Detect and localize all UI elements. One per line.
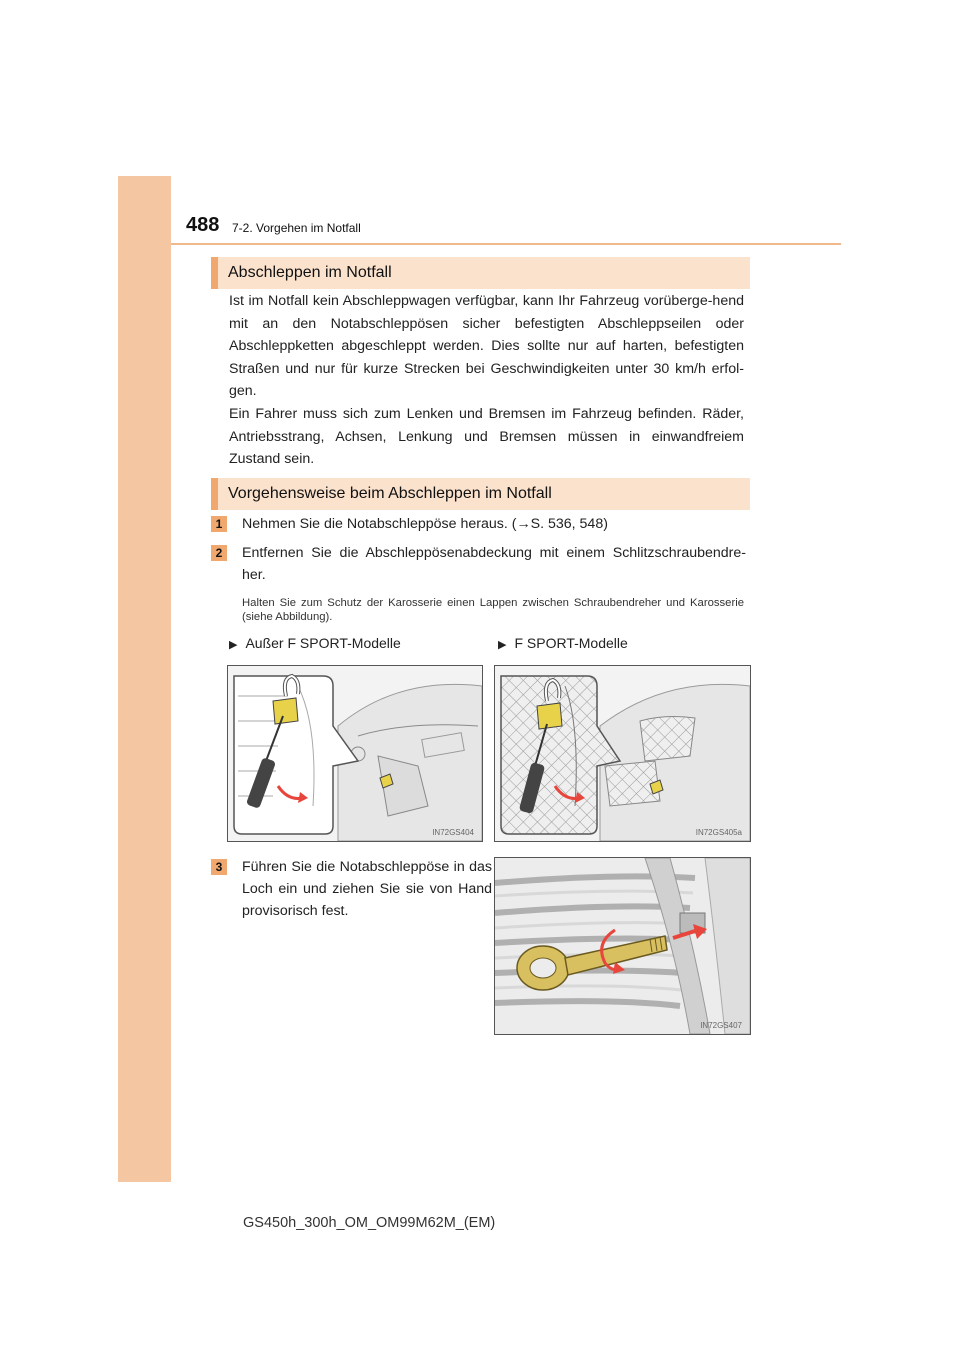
paragraph-driver: Ein Fahrer muss sich zum Lenken und Bremsen im Fahrzeug befinden. Räder, Antriebsstrang, Achsen, Lenkung und Bremsen müssen in einwandfreiem Zustand sein. [229,405,744,468]
figure-code: IN72GS404 [432,828,474,837]
figure-code: IN72GS405a [695,828,742,837]
figure-caption-left [229,635,401,651]
figure-caption-right [498,635,628,651]
caption-text: Außer F SPORT-Modelle [245,635,401,651]
footer-document-code: GS450h_300h_OM_OM99M62M_(EM) [243,1215,496,1231]
section-heading-procedure: Vorgehensweise beim Abschleppen im Notfall [211,478,750,510]
paragraph-intro: Ist im Notfall kein Abschleppwagen verfügbar, kann Ihr Fahrzeug vorüberge-hend mit an den Notabschleppösen sicher befestigten Abschleppseilen oder Abschleppketten abgeschleppt werden. Dies sollte nur auf harten, befestigten Straßen und nur für kurze Strecken bei Geschwindigkeiten unter 30 km/h erfol-gen. [229,293,744,400]
section-heading-emergency-towing: Abschleppen im Notfall [211,257,750,289]
page-number: 488 [186,214,220,236]
chapter-sidebar-tab [118,176,171,1182]
triangle-bullet-icon: ▶ [229,639,238,651]
triangle-bullet-icon: ▶ [498,639,507,651]
section-body [229,290,744,471]
figure-code: IN72GS407 [700,1021,742,1030]
step-number-1: 1 [211,516,227,532]
illustration-f-sport-bumper [494,665,751,842]
header-rule [171,243,841,245]
step-number-2: 2 [211,545,227,561]
step-text-1: Nehmen Sie die Notabschleppöse heraus. (→S. 536, 548) [242,516,608,532]
step-note-2: Halten Sie zum Schutz der Karosserie einen Lappen zwischen Schraubendreher und Karosserie (siehe Abbildung). [242,597,744,623]
chapter-title: 7-2. Vorgehen im Notfall [232,221,361,235]
caption-text: F SPORT-Modelle [514,635,628,651]
illustration-tow-eyelet-installation [494,857,751,1035]
illustration-standard-bumper [227,665,483,842]
step-text-3: Führen Sie die Notabschleppöse in das Loch ein und ziehen Sie sie von Hand provisorisch fest. [242,859,492,919]
step-number-3: 3 [211,859,227,875]
step-text-2: Entfernen Sie die Abschleppösenabdeckung mit einem Schlitzschraubendre-her. [242,545,746,583]
